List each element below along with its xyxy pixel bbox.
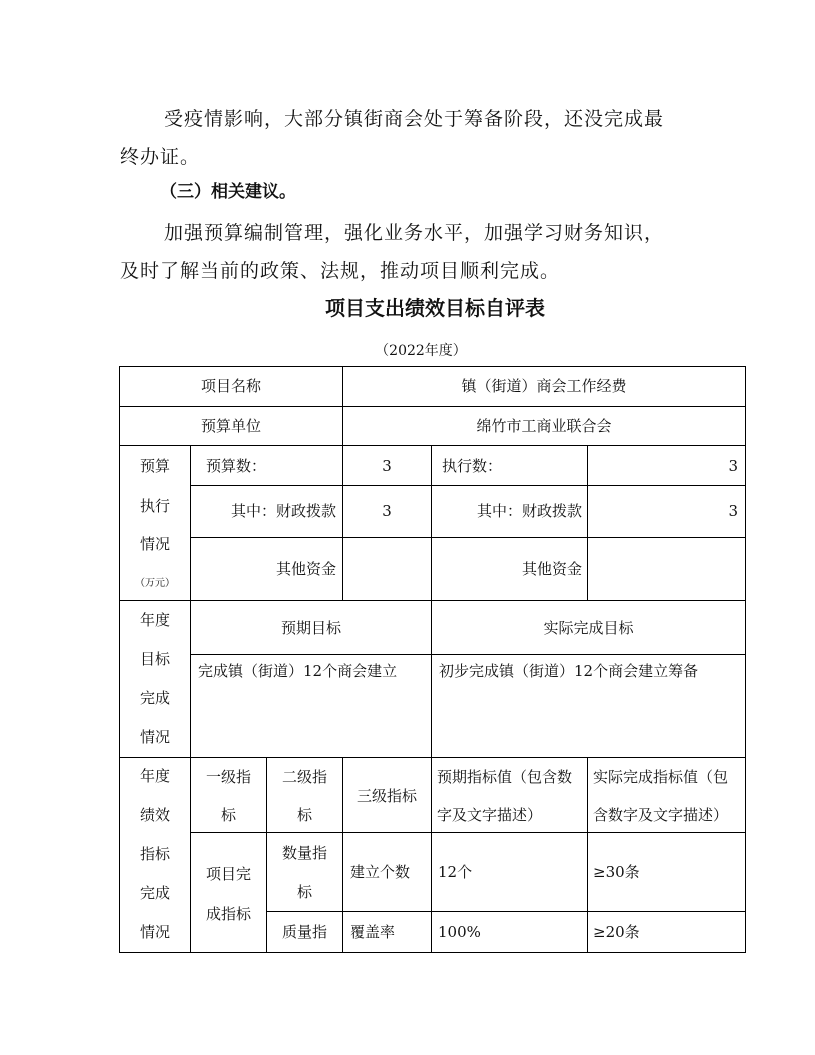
indicators-side-5: 情况 [139,923,170,941]
paragraph-1-line-1: 受疫情影响，大部分镇街商会处于筹备阶段，还没完成最 [164,108,665,130]
level3-header: 三级指标 [356,787,417,805]
table-year: （2022年度） [375,343,467,359]
project-completion-group-b: 成指标 [205,905,251,923]
paragraph-2-line-1: 加强预算编制管理，强化业务水平，加强学习财务知识， [164,222,665,244]
level1-header-b: 标 [220,806,236,824]
expected-value-header-a: 预期指标值（包含数 [437,768,573,786]
budget-exec-unit: （万元） [135,578,175,589]
paragraph-2-line-2: 及时了解当前的政策、法规，推动项目顺利完成。 [120,260,561,282]
indicator-row-1-level3: 建立个数 [350,863,411,881]
indicators-side-4: 完成 [139,884,170,902]
fiscal-allocation-value-budget: 3 [382,502,392,520]
expected-goal-value: 完成镇（街道）12个商会建立 [198,662,398,680]
budget-unit-value: 绵竹市工商业联合会 [476,417,612,435]
expected-value-header-b: 字及文字描述） [437,806,543,824]
fiscal-allocation-label-exec: 其中：财政拨款 [476,502,582,520]
level2-header-a: 二级指 [281,768,327,786]
annual-goal-side-2: 目标 [139,650,170,668]
budget-exec-side-1: 预算 [139,457,170,475]
section-heading: （三）相关建议。 [160,182,296,202]
exec-amount-label: 执行数： [442,457,503,475]
indicator-row-2-actual: ≥20条 [593,923,640,941]
indicator-row-2-expected: 100% [438,923,481,941]
indicator-row-2-level3: 覆盖率 [350,923,396,941]
annual-goal-side-4: 情况 [139,728,170,746]
actual-value-header-a: 实际完成指标值（包 [593,768,729,786]
other-funds-label-exec: 其他资金 [521,560,582,578]
level2-header-b: 标 [296,806,312,824]
indicator-row-1-expected: 12个 [438,863,473,881]
annual-goal-side-3: 完成 [139,689,170,707]
annual-goal-side-1: 年度 [139,611,170,629]
fiscal-allocation-label-budget: 其中：财政拨款 [230,502,336,520]
budget-amount-label: 预算数： [206,457,267,475]
indicators-side-3: 指标 [139,845,170,863]
expected-goal-header: 预期目标 [280,619,341,637]
exec-amount-value: 3 [728,457,738,475]
other-funds-label-budget: 其他资金 [275,560,336,578]
project-completion-group-a: 项目完 [205,865,251,883]
fiscal-allocation-value-exec: 3 [728,502,738,520]
budget-amount-value: 3 [382,457,392,475]
actual-value-header-b: 含数字及文字描述） [593,806,729,824]
indicator-row-1-level2-a: 数量指 [281,844,327,862]
indicator-row-1-actual: ≥30条 [593,863,640,881]
budget-exec-side-2: 执行 [139,497,170,515]
actual-goal-value: 初步完成镇（街道）12个商会建立筹备 [439,662,699,680]
indicator-row-1-level2-b: 标 [296,883,312,901]
project-name-label: 项目名称 [200,377,261,395]
budget-exec-side-3: 情况 [139,535,170,553]
actual-goal-header: 实际完成目标 [543,619,634,637]
indicator-row-2-level2-a: 质量指 [281,923,327,941]
project-name-value: 镇（街道）商会工作经费 [461,377,627,395]
table-title: 项目支出绩效目标自评表 [325,296,545,320]
indicators-side-2: 绩效 [139,806,170,824]
budget-unit-label: 预算单位 [200,417,261,435]
paragraph-1-line-2: 终办证。 [120,146,201,168]
indicators-side-1: 年度 [139,767,170,785]
level1-header-a: 一级指 [205,768,251,786]
